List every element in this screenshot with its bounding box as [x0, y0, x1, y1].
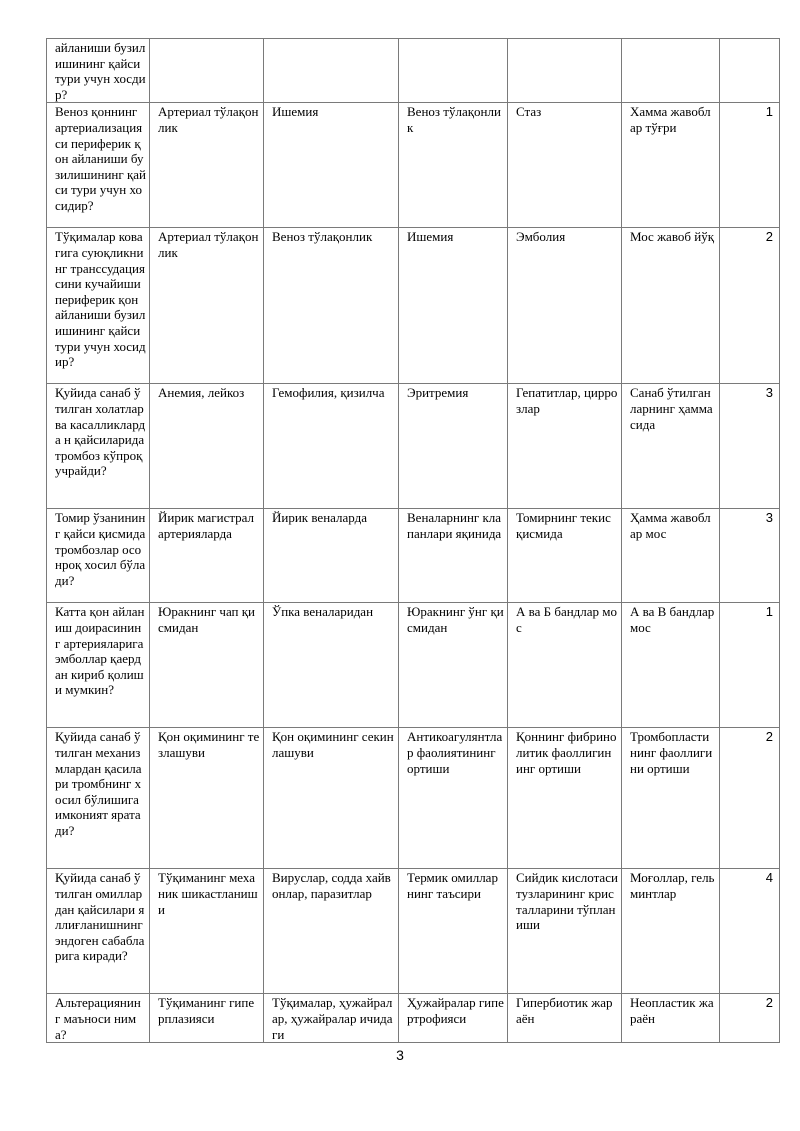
option-cell: Ишемия: [264, 103, 399, 228]
option-cell: Моғоллар, гельминтлар: [622, 869, 720, 994]
answer-cell: 4: [720, 869, 780, 994]
question-cell: Қуйида санаб ўтилган омиллардан қайсилари яллиғланишнинг эндоген сабабларига киради?: [47, 869, 150, 994]
option-cell: [622, 39, 720, 103]
answer-cell: 1: [720, 103, 780, 228]
quiz-table: [46, 38, 780, 1043]
option-cell: Санаб ўтилганларнинг ҳаммасида: [622, 384, 720, 509]
option-cell: Гепатитлар, циррозлар: [508, 384, 622, 509]
table-row: [47, 103, 780, 228]
table-row: [47, 384, 780, 509]
question-cell: Томир ўзанининг қайси қисмида тромбозлар осонроқ хосил бўлади?: [47, 509, 150, 603]
answer-cell: 3: [720, 509, 780, 603]
option-cell: [264, 39, 399, 103]
question-cell: Альтерациянинг маъноси нима?: [47, 994, 150, 1043]
option-cell: Антикоагулянтлар фаолиятининг ортиши: [399, 728, 508, 869]
option-cell: Сийдик кислотаси тузларининг кристалларини тўпланиши: [508, 869, 622, 994]
option-cell: Йирик веналарда: [264, 509, 399, 603]
option-cell: [150, 39, 264, 103]
option-cell: Тўқималар, ҳужайралар, ҳужайралар ичидаги: [264, 994, 399, 1043]
table-row: [47, 228, 780, 384]
answer-cell: [720, 39, 780, 103]
question-cell: Қуйида санаб ўтилган механизмлардан қасилари тромбнинг хосил бўлишига имконият яратади?: [47, 728, 150, 869]
option-cell: Қоннинг фибринолитик фаоллигининг ортиши: [508, 728, 622, 869]
question-cell: Катта қон айланиш доирасининг артерияларига эмболлар қаердан кириб қолиши мумкин?: [47, 603, 150, 728]
question-cell: айланиши бузилишининг қайси тури учун хосдир?: [47, 39, 150, 103]
option-cell: Тўқиманинг механик шикастланиши: [150, 869, 264, 994]
option-cell: Термик омилларнинг таъсири: [399, 869, 508, 994]
option-cell: Вируслар, содда хайвонлар, паразитлар: [264, 869, 399, 994]
option-cell: Веноз тўлақонлик: [264, 228, 399, 384]
answer-cell: 3: [720, 384, 780, 509]
question-cell: Веноз қоннинг артериализацияси периферик қон айланиши бузилишининг қайси тури учун хосидир?: [47, 103, 150, 228]
option-cell: Юракнинг ўнг қисмидан: [399, 603, 508, 728]
table-row: [47, 509, 780, 603]
option-cell: Гипербиотик жараён: [508, 994, 622, 1043]
question-cell: Тўқималар ковагига суюқликнинг транссудациясини кучайиши периферик қон айланиши бузилишининг қайси тури учун хосидир?: [47, 228, 150, 384]
option-cell: Веналарнинг клапанлари яқинида: [399, 509, 508, 603]
answer-cell: 2: [720, 994, 780, 1043]
question-cell: Қуйида санаб ўтилган холатлар ва касалликларда н қайсиларида тромбоз кўпроқ учрайди?: [47, 384, 150, 509]
quiz-table-body: [47, 39, 780, 1043]
option-cell: Қон оқимининг тезлашуви: [150, 728, 264, 869]
answer-cell: 2: [720, 728, 780, 869]
option-cell: Тромбопластининг фаоллигини ортиши: [622, 728, 720, 869]
table-row: [47, 603, 780, 728]
table-row: [47, 728, 780, 869]
option-cell: Мос жавоб йўқ: [622, 228, 720, 384]
option-cell: А ва В бандлар мос: [622, 603, 720, 728]
option-cell: Ишемия: [399, 228, 508, 384]
table-row: [47, 39, 780, 103]
option-cell: Анемия, лейкоз: [150, 384, 264, 509]
page-number: 3: [396, 1047, 404, 1063]
option-cell: Стаз: [508, 103, 622, 228]
option-cell: Хамма жавоблар тўғри: [622, 103, 720, 228]
table-row: [47, 994, 780, 1043]
option-cell: Эритремия: [399, 384, 508, 509]
option-cell: Артериал тўлақонлик: [150, 103, 264, 228]
option-cell: Эмболия: [508, 228, 622, 384]
option-cell: Неопластик жараён: [622, 994, 720, 1043]
option-cell: Артериал тўлақонлик: [150, 228, 264, 384]
option-cell: Томирнинг текис қисмида: [508, 509, 622, 603]
option-cell: Гемофилия, қизилча: [264, 384, 399, 509]
option-cell: Ҳужайралар гипертрофияси: [399, 994, 508, 1043]
option-cell: Йирик магистрал артерияларда: [150, 509, 264, 603]
option-cell: А ва Б бандлар мос: [508, 603, 622, 728]
option-cell: Юракнинг чап қисмидан: [150, 603, 264, 728]
option-cell: [508, 39, 622, 103]
answer-cell: 1: [720, 603, 780, 728]
answer-cell: 2: [720, 228, 780, 384]
option-cell: Тўқиманинг гиперплазияси: [150, 994, 264, 1043]
option-cell: Веноз тўлақонлик: [399, 103, 508, 228]
option-cell: Ҳамма жавоблар мос: [622, 509, 720, 603]
option-cell: Ўпка веналаридан: [264, 603, 399, 728]
table-row: [47, 869, 780, 994]
option-cell: Қон оқимининг секинлашуви: [264, 728, 399, 869]
option-cell: [399, 39, 508, 103]
